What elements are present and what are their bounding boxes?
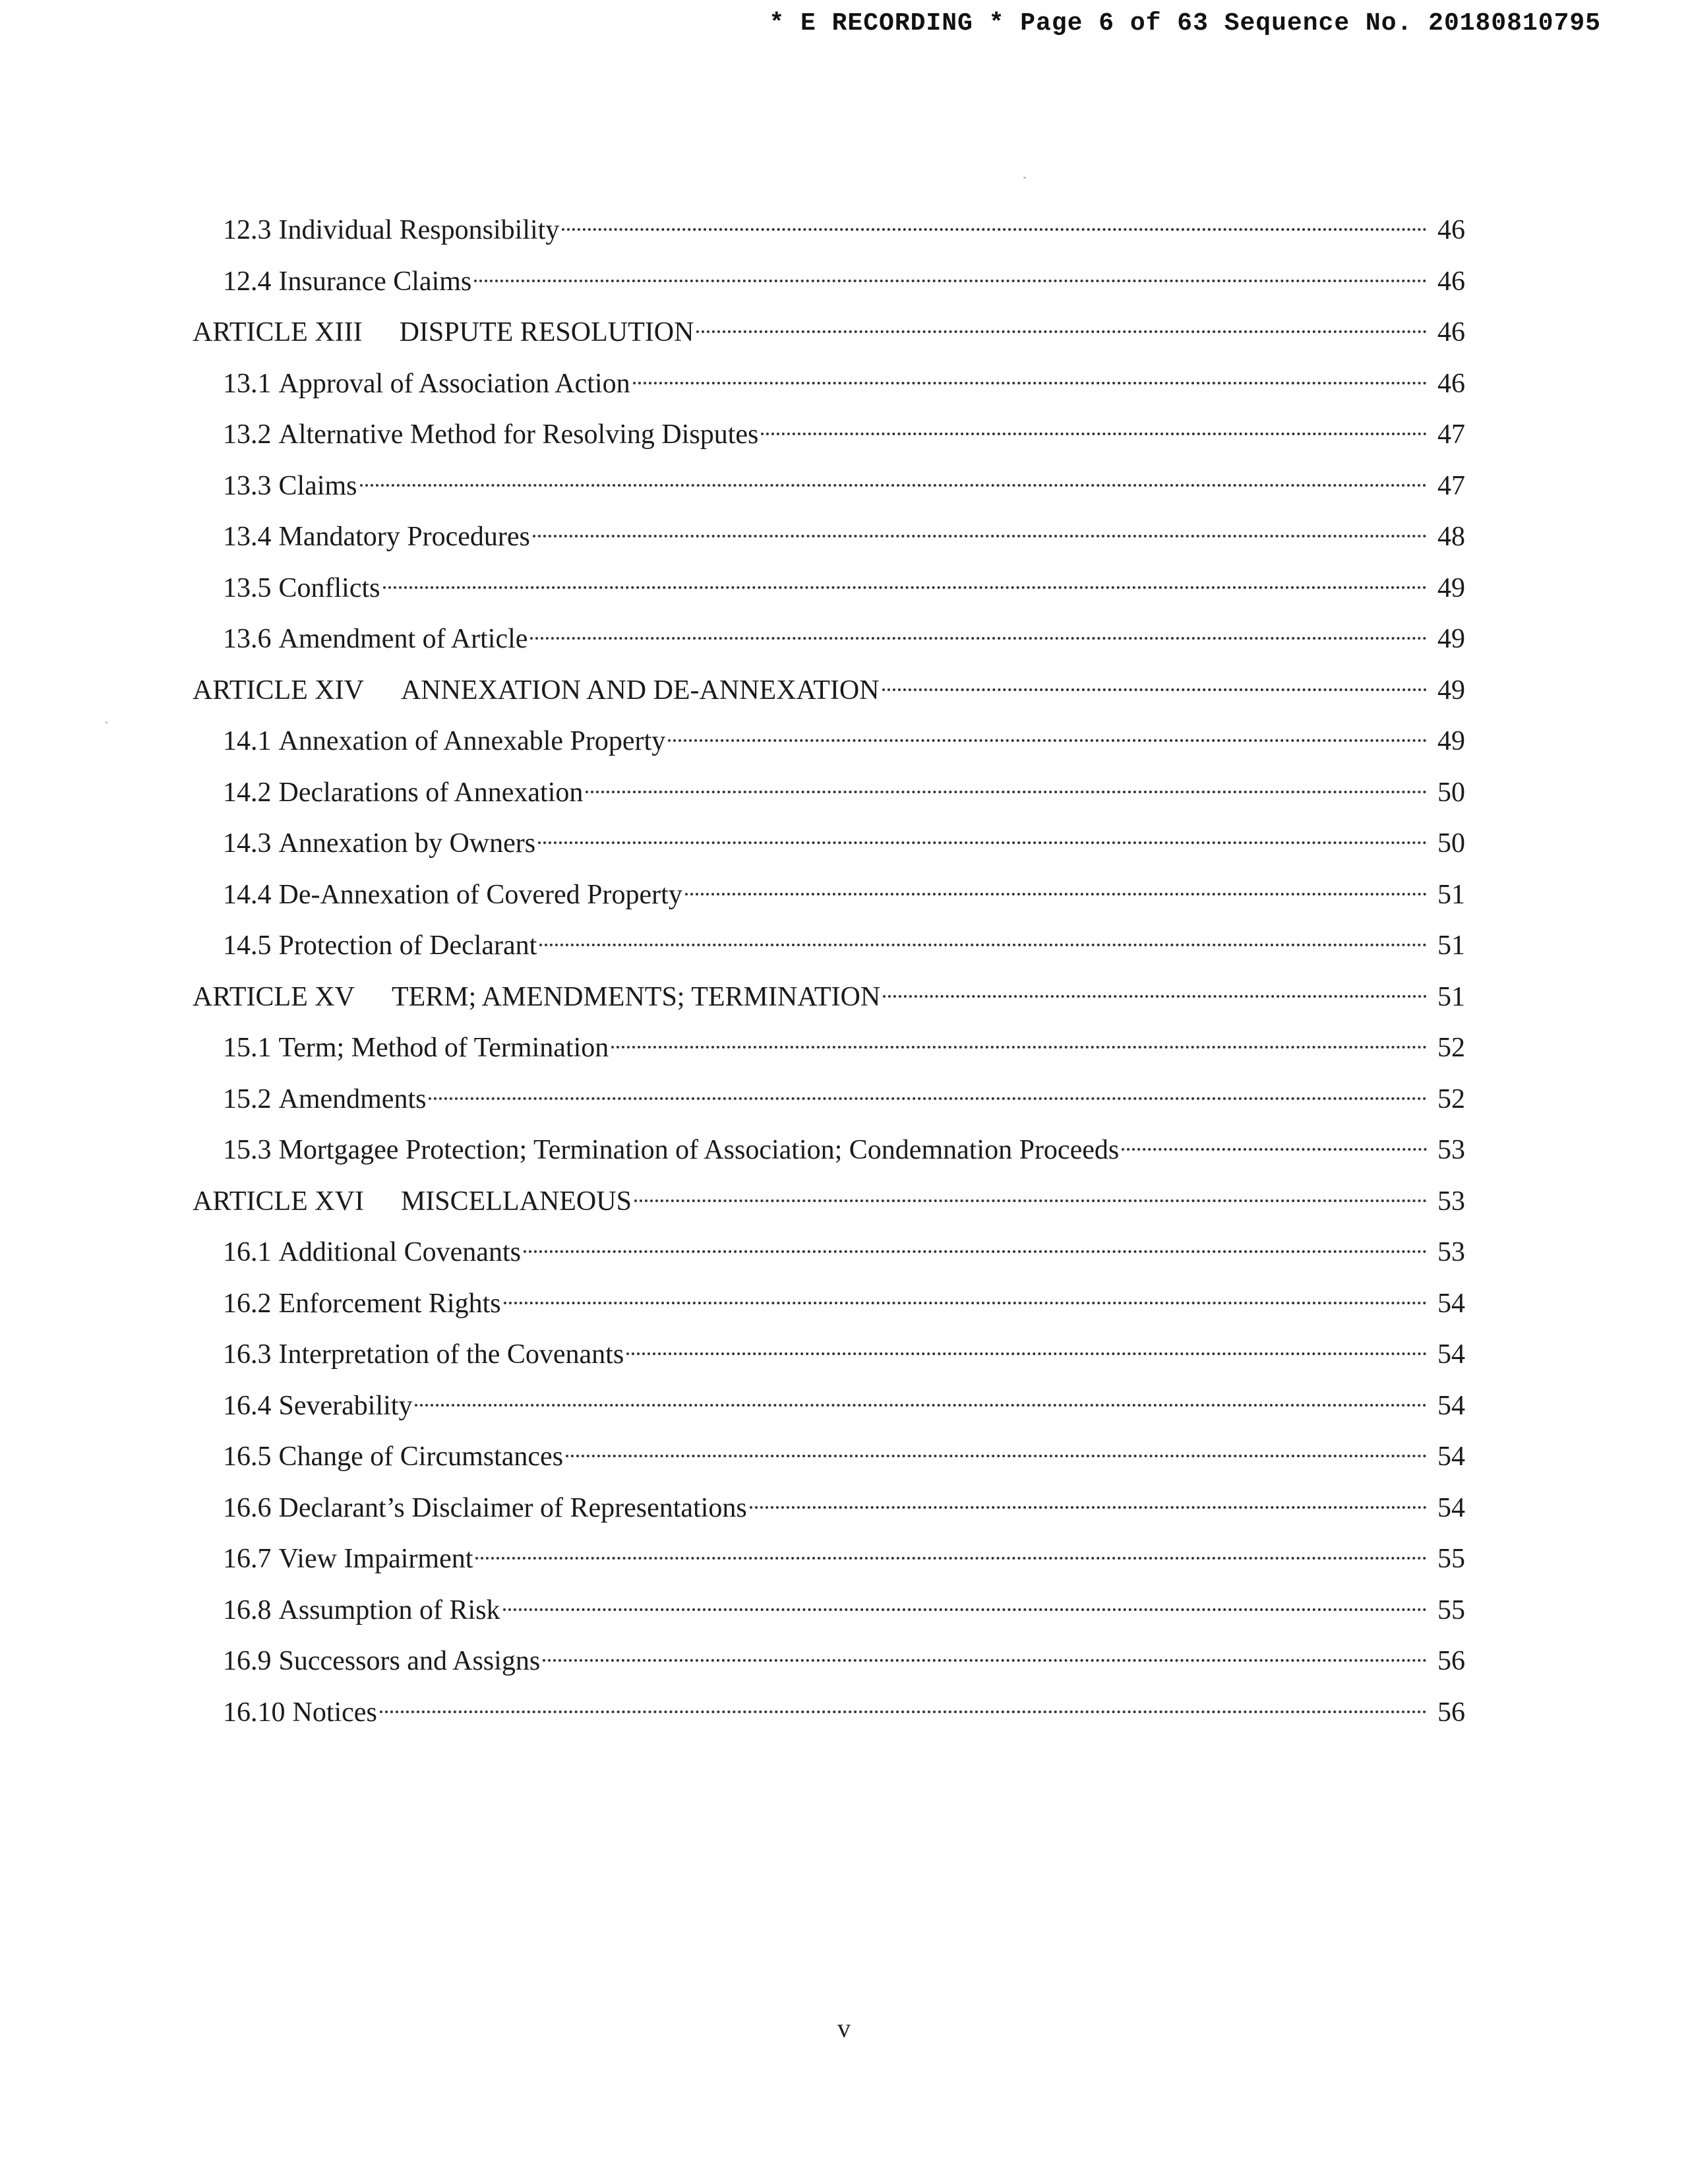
toc-section-row bbox=[223, 1323, 1465, 1370]
toc-entry-title: Conflicts bbox=[278, 572, 380, 603]
toc-entry-page: 54 bbox=[1437, 1390, 1465, 1421]
toc-entry-page: 46 bbox=[1437, 266, 1465, 297]
toc-entry-page: 48 bbox=[1437, 522, 1465, 552]
toc-entry-number: 15.1 bbox=[223, 1033, 272, 1063]
toc-entry-number: 13.4 bbox=[223, 522, 272, 552]
toc-entry-title: Individual Responsibility bbox=[278, 215, 560, 245]
toc-article-row bbox=[193, 659, 1465, 706]
toc-entry-page: 56 bbox=[1437, 1697, 1465, 1728]
dot-leader bbox=[696, 301, 1427, 341]
toc-section-row bbox=[223, 506, 1465, 552]
toc-entry-title: ANNEXATION AND DE-ANNEXATION bbox=[400, 675, 880, 706]
toc-section-row bbox=[223, 762, 1465, 808]
toc-section-row bbox=[223, 1221, 1465, 1267]
toc-entry-page: 49 bbox=[1437, 675, 1465, 706]
dot-leader bbox=[586, 762, 1427, 801]
toc-entry-page: 47 bbox=[1437, 419, 1465, 450]
toc-entry-number: 14.3 bbox=[223, 828, 272, 859]
toc-entry-page: 54 bbox=[1437, 1339, 1465, 1370]
toc-entry-title: View Impairment bbox=[278, 1544, 473, 1574]
toc-entry-title: Enforcement Rights bbox=[278, 1288, 501, 1319]
scan-speck bbox=[1023, 177, 1026, 179]
toc-entry-title: De-Annexation of Covered Property bbox=[278, 879, 682, 910]
toc-entry-title: Protection of Declarant bbox=[278, 930, 537, 961]
toc-entry-title: Annexation by Owners bbox=[278, 828, 536, 859]
toc-section-row bbox=[223, 710, 1465, 756]
dot-leader bbox=[543, 1630, 1427, 1670]
toc-entry-page: 52 bbox=[1437, 1033, 1465, 1063]
scan-speck bbox=[106, 721, 107, 723]
toc-entry-number: 14.5 bbox=[223, 930, 272, 961]
toc-section-row bbox=[223, 455, 1465, 501]
toc-entry-title: Severability bbox=[278, 1390, 413, 1421]
toc-entry-number: 16.6 bbox=[223, 1492, 272, 1523]
toc-entry-page: 47 bbox=[1437, 470, 1465, 501]
toc-entry-number: 13.1 bbox=[223, 368, 272, 399]
toc-entry-number: 12.3 bbox=[223, 215, 272, 245]
toc-section-row bbox=[223, 1528, 1465, 1574]
toc-entry-title: Annexation of Annexable Property bbox=[278, 726, 666, 756]
toc-entry-number: 16.8 bbox=[223, 1594, 272, 1625]
toc-entry-number: 16.2 bbox=[223, 1288, 272, 1319]
toc-entry-title: TERM; AMENDMENTS; TERMINATION bbox=[391, 981, 881, 1012]
dot-leader bbox=[685, 864, 1427, 903]
dot-leader bbox=[504, 1273, 1427, 1312]
toc-entry-title: Claims bbox=[278, 470, 357, 501]
toc-entry-number: ARTICLE XIV bbox=[193, 675, 364, 706]
toc-section-row bbox=[223, 353, 1465, 399]
dot-leader bbox=[566, 1426, 1427, 1465]
toc-entry-page: 55 bbox=[1437, 1594, 1465, 1625]
toc-entry-number: 15.3 bbox=[223, 1135, 272, 1165]
dot-leader bbox=[668, 710, 1427, 750]
toc-entry-page: 51 bbox=[1437, 879, 1465, 910]
toc-entry-title: Interpretation of the Covenants bbox=[278, 1339, 624, 1370]
toc-entry-number: 16.3 bbox=[223, 1339, 272, 1370]
toc-entry-page: 49 bbox=[1437, 726, 1465, 756]
dot-leader bbox=[475, 1528, 1427, 1567]
toc-entry-page: 53 bbox=[1437, 1186, 1465, 1217]
toc-article-row bbox=[193, 1170, 1465, 1217]
dot-leader bbox=[524, 1221, 1427, 1261]
dot-leader bbox=[429, 1068, 1427, 1108]
toc-entry-title: Alternative Method for Resolving Disputes bbox=[278, 419, 759, 450]
toc-entry-title: Approval of Association Action bbox=[278, 368, 630, 399]
toc-entry-page: 53 bbox=[1437, 1135, 1465, 1165]
toc-entry-page: 50 bbox=[1437, 828, 1465, 859]
toc-entry-number: 15.2 bbox=[223, 1083, 272, 1114]
toc-section-row bbox=[223, 1630, 1465, 1676]
dot-leader bbox=[562, 199, 1427, 239]
toc-entry-number: ARTICLE XIII bbox=[193, 317, 363, 348]
dot-leader bbox=[380, 1682, 1427, 1721]
toc-section-row bbox=[223, 1273, 1465, 1319]
dot-leader bbox=[360, 455, 1427, 495]
toc-entry-title: Mortgagee Protection; Termination of Association; Condemnation Proceeds bbox=[278, 1135, 1120, 1165]
toc-entry-number: 16.1 bbox=[223, 1237, 272, 1267]
toc-entry-page: 53 bbox=[1437, 1237, 1465, 1267]
toc-entry-number: 14.1 bbox=[223, 726, 272, 756]
dot-leader bbox=[633, 353, 1427, 392]
toc-section-row bbox=[223, 915, 1465, 961]
dot-leader bbox=[539, 915, 1427, 954]
toc-entry-page: 54 bbox=[1437, 1288, 1465, 1319]
toc-section-row bbox=[223, 1375, 1465, 1421]
dot-leader bbox=[883, 966, 1427, 1006]
toc-entry-page: 54 bbox=[1437, 1492, 1465, 1523]
toc-entry-title: Declarations of Annexation bbox=[278, 777, 584, 808]
toc-article-row bbox=[193, 301, 1465, 348]
toc-entry-title: Mandatory Procedures bbox=[278, 522, 530, 552]
toc-entry-number: 13.3 bbox=[223, 470, 272, 501]
toc-entry-title: Successors and Assigns bbox=[278, 1646, 541, 1676]
toc-section-row bbox=[223, 251, 1465, 297]
dot-leader bbox=[530, 608, 1427, 648]
toc-entry-number: ARTICLE XV bbox=[193, 981, 355, 1012]
toc-section-row bbox=[223, 1579, 1465, 1625]
toc-entry-page: 50 bbox=[1437, 777, 1465, 808]
toc-entry-number: 13.2 bbox=[223, 419, 272, 450]
toc-entry-title: Amendments bbox=[278, 1083, 427, 1114]
toc-entry-number: 14.2 bbox=[223, 777, 272, 808]
toc-entry-page: 46 bbox=[1437, 215, 1465, 245]
toc-entry-page: 46 bbox=[1437, 317, 1465, 348]
toc-section-row bbox=[223, 1017, 1465, 1063]
toc-entry-title: Assumption of Risk bbox=[278, 1594, 500, 1625]
dot-leader bbox=[538, 812, 1427, 852]
toc-entry-number: 16.5 bbox=[223, 1441, 272, 1472]
dot-leader bbox=[750, 1477, 1427, 1517]
toc-entry-page: 51 bbox=[1437, 930, 1465, 961]
toc-entry-page: 56 bbox=[1437, 1646, 1465, 1676]
toc-section-row bbox=[223, 864, 1465, 910]
toc-entry-title: Declarant’s Disclaimer of Representations bbox=[278, 1492, 747, 1523]
toc-entry-page: 46 bbox=[1437, 368, 1465, 399]
toc-entry-title: MISCELLANEOUS bbox=[400, 1186, 632, 1217]
toc-section-row bbox=[223, 557, 1465, 603]
toc-entry-number: 13.6 bbox=[223, 624, 272, 654]
toc-entry-title: DISPUTE RESOLUTION bbox=[399, 317, 694, 348]
toc-entry-page: 51 bbox=[1437, 981, 1465, 1012]
toc-entry-number: 16.9 bbox=[223, 1646, 272, 1676]
toc-entry-page: 52 bbox=[1437, 1083, 1465, 1114]
dot-leader bbox=[383, 557, 1428, 597]
toc-section-row bbox=[223, 1477, 1465, 1523]
toc-section-row bbox=[223, 812, 1465, 859]
dot-leader bbox=[533, 506, 1427, 545]
toc-entry-number: ARTICLE XVI bbox=[193, 1186, 364, 1217]
toc-entry-title: Change of Circumstances bbox=[278, 1441, 564, 1472]
toc-section-row bbox=[223, 404, 1465, 450]
toc-section-row bbox=[223, 1682, 1465, 1728]
toc-entry-title: Amendment of Article bbox=[278, 624, 528, 654]
toc-entry-title: Notices bbox=[292, 1697, 377, 1728]
toc-section-row bbox=[223, 1119, 1465, 1165]
toc-section-row bbox=[223, 199, 1465, 245]
dot-leader bbox=[761, 404, 1427, 443]
page-number: v bbox=[837, 2013, 851, 2043]
toc-entry-number: 16.4 bbox=[223, 1390, 272, 1421]
dot-leader bbox=[415, 1375, 1427, 1414]
dot-leader bbox=[1122, 1119, 1427, 1159]
dot-leader bbox=[882, 659, 1427, 699]
dot-leader bbox=[503, 1579, 1427, 1619]
toc-entry-title: Additional Covenants bbox=[278, 1237, 521, 1267]
toc-entry-page: 49 bbox=[1437, 624, 1465, 654]
toc-entry-page: 49 bbox=[1437, 572, 1465, 603]
toc-section-row bbox=[223, 1068, 1465, 1114]
dot-leader bbox=[474, 251, 1427, 290]
toc-entry-number: 14.4 bbox=[223, 879, 272, 910]
toc-entry-number: 12.4 bbox=[223, 266, 272, 297]
dot-leader bbox=[611, 1017, 1427, 1056]
dot-leader bbox=[634, 1170, 1427, 1210]
toc-entry-number: 13.5 bbox=[223, 572, 272, 603]
toc-entry-number: 16.10 bbox=[223, 1697, 286, 1728]
dot-leader bbox=[626, 1323, 1427, 1363]
toc-article-row bbox=[193, 966, 1465, 1012]
toc-section-row bbox=[223, 1426, 1465, 1472]
toc-entry-page: 54 bbox=[1437, 1441, 1465, 1472]
toc-section-row bbox=[223, 608, 1465, 654]
toc-entry-title: Term; Method of Termination bbox=[278, 1033, 609, 1063]
recording-stamp: * E RECORDING * Page 6 of 63 Sequence No. 20180810795 bbox=[769, 9, 1601, 38]
toc-entry-number: 16.7 bbox=[223, 1544, 272, 1574]
toc-entry-title: Insurance Claims bbox=[278, 266, 472, 297]
toc-entry-page: 55 bbox=[1437, 1544, 1465, 1574]
